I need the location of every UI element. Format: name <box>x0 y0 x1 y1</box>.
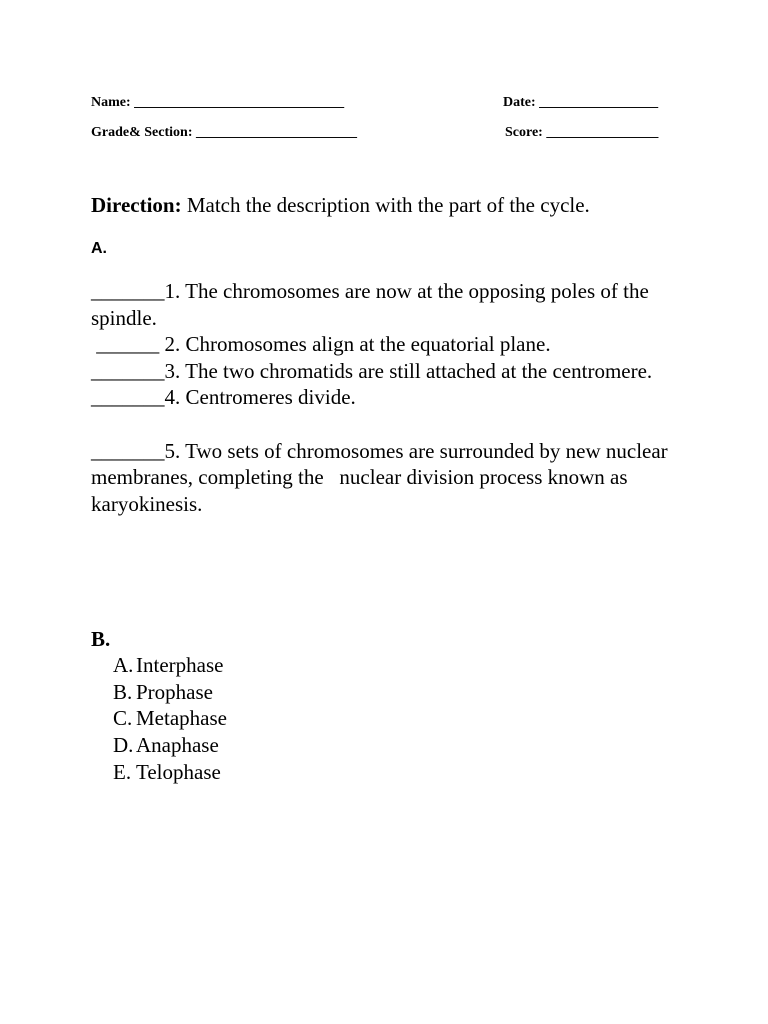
choice-letter: C. <box>113 706 133 731</box>
choice-letter: A. <box>113 653 134 677</box>
date-field-line: Date: _________________ <box>503 95 659 110</box>
choice-item <box>113 652 227 679</box>
choice-text: Metaphase <box>136 706 227 731</box>
choice-text: Interphase <box>136 653 224 677</box>
score-field-line: Score: ________________ <box>505 125 659 140</box>
choice-letter: B. <box>113 679 133 704</box>
choice-item <box>113 732 227 759</box>
section-b-label: B. <box>91 627 111 651</box>
choice-item <box>113 759 227 786</box>
grade-section-field-line: Grade& Section: _______________________ <box>91 125 357 140</box>
direction-label: Direction: <box>91 193 182 217</box>
choice-text: Anaphase <box>136 733 219 758</box>
section-a-items <box>91 278 691 517</box>
spacer <box>91 411 691 438</box>
name-field-line: Name: ______________________________ <box>91 95 345 110</box>
choice-text: Telophase <box>136 759 221 784</box>
question-item-4: _______4. Centromeres divide. <box>91 385 356 409</box>
section-a-label: A. <box>91 240 107 257</box>
question-item-5: _______5. Two sets of chromosomes are surrounded by new nuclear membranes, completing the nuclear division process known as karyokinesis. <box>91 438 673 516</box>
question-item-3: _______3. The two chromatids are still attached at the centromere. <box>91 358 653 383</box>
choice-item <box>113 705 227 732</box>
question-item-2: ______ 2. Chromosomes align at the equatorial plane. <box>91 332 551 356</box>
question-item-1: _______1. The chromosomes are now at the opposing poles of the spindle. <box>91 279 655 330</box>
choice-letter: D. <box>113 733 134 758</box>
choice-letter: E. <box>113 759 132 784</box>
direction-text: Match the description with the part of the cycle. <box>181 193 590 217</box>
phase-choices-list <box>113 652 227 786</box>
choice-text: Prophase <box>136 679 213 704</box>
choice-item <box>113 679 227 706</box>
direction-instruction <box>91 192 590 218</box>
